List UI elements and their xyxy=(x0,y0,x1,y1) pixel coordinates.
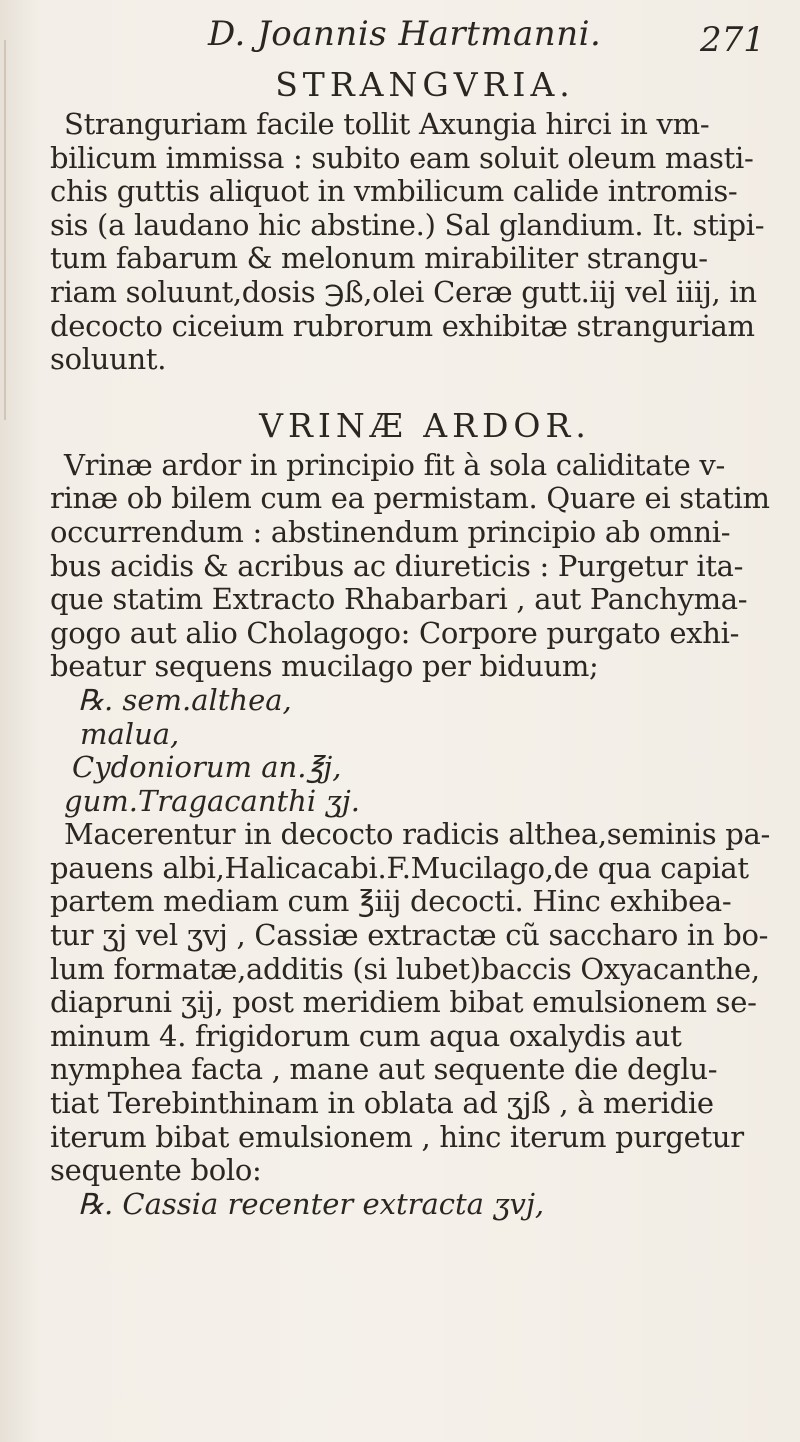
text-line: decocto ciceium rubrorum exhibitæ stranguriam xyxy=(50,308,755,343)
running-head xyxy=(0,14,800,64)
text-line: que statim Extracto Rhabarbari , aut Panchyma- xyxy=(50,582,748,617)
text-line: partem mediam cum ℥iij decocti. Hinc exhibea- xyxy=(50,884,732,919)
instructions-paragraph xyxy=(50,817,770,1188)
running-head-author: D. Joannis Hartmanni. xyxy=(208,14,602,54)
text-line: diapruni ʒij, post meridiem bibat emulsionem se- xyxy=(50,985,757,1020)
text-line: tum fabarum & melonum mirabiliter strangu- xyxy=(50,241,708,276)
recipe-line: gum.Tragacanthi ʒj. xyxy=(64,783,360,818)
text-line: lum formatæ,additis (si lubet)baccis Oxyacanthe, xyxy=(50,951,760,986)
text-line: rinæ ob bilem cum ea permistam. Quare ei statim xyxy=(50,481,770,516)
section-strangvria-paragraph xyxy=(50,107,765,377)
section-gap xyxy=(50,377,760,403)
section-title-strangvria: STRANGVRIA. xyxy=(275,65,575,104)
text-line: occurrendum : abstinendum principio ab omni- xyxy=(50,514,731,549)
body-text xyxy=(50,62,770,1221)
text-line: tiat Terebinthinam in oblata ad ʒjß , à meridie xyxy=(50,1086,714,1121)
text-line: sequente bolo: xyxy=(50,1153,262,1188)
recipe-line-cassia: ℞. Cassia recenter extracta ʒvj, xyxy=(78,1186,545,1221)
text-line: gogo aut alio Cholagogo: Corpore purgato exhi- xyxy=(50,615,740,650)
text-line: sis (a laudano hic abstine.) Sal glandium. It. stipi- xyxy=(50,207,765,242)
text-line: Vrinæ ardor in principio fit à sola caliditate v- xyxy=(64,447,725,482)
text-line: tur ʒj vel ʒvj , Cassiæ extractæ cũ saccharo in bo- xyxy=(50,918,769,953)
page-edge-shadow xyxy=(4,40,6,420)
section-vrinae-ardor-paragraph xyxy=(50,447,770,684)
text-line: pauens albi,Halicacabi.F.Mucilago,de qua capiat xyxy=(50,850,749,885)
text-line: Stranguriam facile tollit Axungia hirci in vm- xyxy=(64,107,710,141)
recipe-formula xyxy=(50,684,760,818)
text-line: riam soluunt,dosis ℈ß,olei Ceræ gutt.iij vel iiij, in xyxy=(50,274,757,309)
text-line: chis guttis aliquot in vmbilicum calide intromis- xyxy=(50,174,738,209)
text-line: minum 4. frigidorum cum aqua oxalydis aut xyxy=(50,1018,682,1053)
text-line: bilicum immissa : subito eam soluit oleum masti- xyxy=(50,140,754,175)
text-line: iterum bibat emulsionem , hinc iterum purgetur xyxy=(50,1119,744,1154)
text-line: nymphea facta , mane aut sequente die deglu- xyxy=(50,1052,718,1087)
text-line: soluunt. xyxy=(50,342,167,377)
text-line: bus acidis & acribus ac diureticis : Purgetur ita- xyxy=(50,548,744,583)
recipe-line: Cydoniorum an.℥j, xyxy=(72,750,342,785)
section-title-vrinae-ardor: VRINÆ ARDOR. xyxy=(259,405,591,445)
recipe-line: malua, xyxy=(80,716,180,751)
text-line: Macerentur in decocto radicis althea,seminis pa- xyxy=(64,817,770,852)
text-line: beatur sequens mucilago per biduum; xyxy=(50,649,599,684)
recipe-line: ℞. sem.althea, xyxy=(78,682,292,717)
page-number: 271 xyxy=(700,20,765,60)
